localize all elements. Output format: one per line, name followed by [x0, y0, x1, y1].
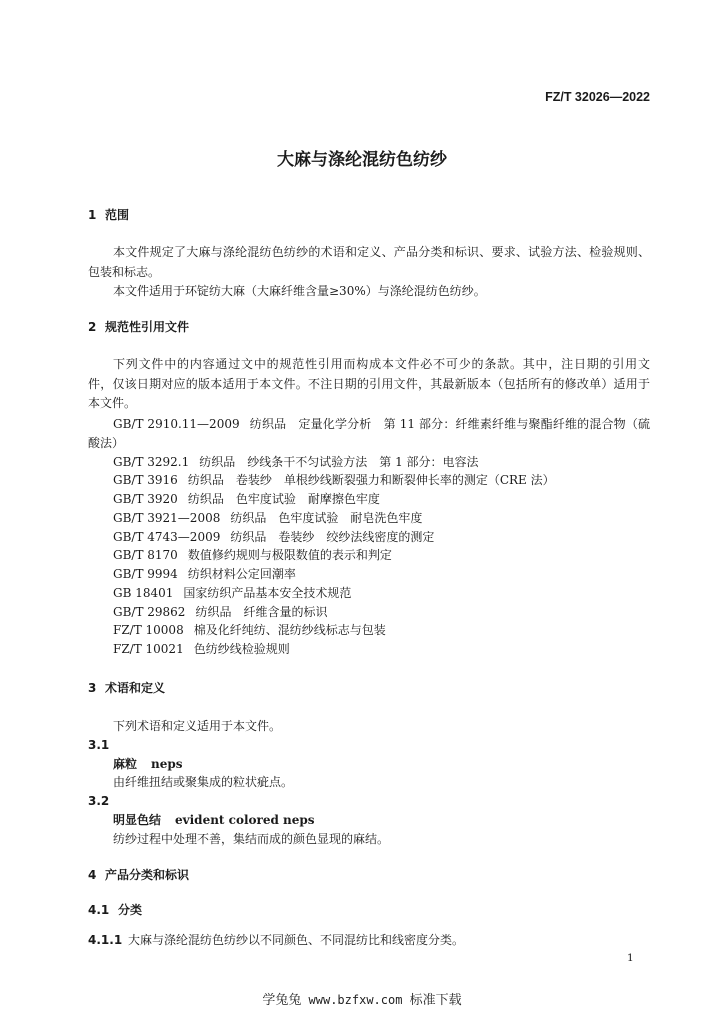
reference-list — [88, 415, 650, 659]
reference-item — [88, 415, 650, 434]
reference-item — [88, 471, 650, 490]
watermark-footer — [0, 991, 724, 1010]
clause-number: 4.1.1 — [88, 933, 123, 947]
section-3-heading — [88, 679, 165, 697]
subsection-title: 分类 — [118, 903, 143, 917]
term-definition: 由纤维扭结或聚集成的粒状疵点。 — [113, 775, 294, 790]
reference-code: GB/T 3916 — [113, 473, 178, 488]
term-chinese: 麻粒 — [113, 756, 138, 771]
reference-code: GB 18401 — [113, 585, 174, 600]
reference-title: 纺织品 定量化学分析 第 11 部分：纤维素纤维与聚酯纤维的混合物（硫 — [249, 417, 651, 431]
reference-code: GB/T 3920 — [113, 492, 178, 506]
reference-code: GB/T 3292.1 — [113, 454, 190, 469]
reference-item — [88, 546, 650, 565]
reference-title: 纺织品 卷装纱 绞纱法线密度的测定 — [230, 529, 435, 544]
reference-title: 纺织品 色牢度试验 耐摩擦色牢度 — [187, 492, 380, 506]
section-3-body — [88, 717, 650, 849]
term-number: 3.1 — [88, 737, 110, 752]
reference-item — [88, 621, 650, 640]
term-entry — [88, 811, 650, 830]
footer-label: 标准下载 — [409, 993, 462, 1008]
section-number: 2 — [88, 320, 97, 334]
section-title: 术语和定义 — [105, 681, 166, 695]
reference-item — [88, 509, 650, 528]
section-intro: 下列术语和定义适用于本文件。 — [113, 719, 282, 733]
section-4-heading — [88, 866, 189, 884]
section-1-heading — [88, 206, 129, 224]
reference-code: GB/T 29862 — [113, 604, 186, 619]
paragraph-line: 本文件适用于环锭纺大麻（大麻纤维含量≥30%）与涤纶混纺色纺纱。 — [113, 284, 486, 298]
reference-title: 数值修约规则与极限数值的表示和判定 — [187, 548, 392, 563]
clause-4-1-1 — [88, 931, 650, 949]
document-title: 大麻与涤纶混纺色纺纱 — [277, 150, 447, 170]
section-2-intro — [88, 355, 650, 414]
subsection-4-1-heading — [88, 901, 142, 919]
reference-code: GB/T 2910.11—2009 — [113, 417, 240, 431]
reference-title: 纺织品 色牢度试验 耐皂洗色牢度 — [230, 510, 423, 525]
term-chinese: 明显色结 — [113, 812, 162, 827]
section-2-heading — [88, 318, 189, 336]
reference-title: 色纺纱线检验规则 — [193, 642, 290, 656]
reference-code: GB/T 9994 — [113, 567, 178, 581]
reference-item — [88, 640, 650, 659]
section-title: 规范性引用文件 — [105, 320, 190, 334]
section-number: 4 — [88, 868, 97, 882]
reference-item — [88, 565, 650, 584]
reference-title-continued: 酸法） — [88, 435, 125, 450]
reference-title: 纺织品 纱线条干不匀试验方法 第 1 部分：电容法 — [199, 454, 479, 469]
section-number: 3 — [88, 681, 97, 695]
reference-title: 国家纺织产品基本安全技术规范 — [183, 585, 352, 600]
reference-title: 纺织品 卷装纱 单根纱线断裂强力和断裂伸长率的测定（CRE 法） — [187, 473, 555, 488]
reference-code: FZ/T 10008 — [113, 623, 184, 638]
footer-url: www.bzfxw.com — [308, 993, 403, 1007]
reference-item — [88, 584, 650, 603]
reference-item — [88, 528, 650, 547]
paragraph-line: 下列文件中的内容通过文中的规范性引用而构成本文件必不可少的条款。其中，注日期的引用文 — [113, 357, 650, 371]
section-title: 范围 — [105, 208, 130, 222]
paragraph-line: 本文件。 — [88, 396, 137, 410]
paragraph-line: 包装和标志。 — [88, 264, 161, 279]
reference-title: 纺织材料公定回潮率 — [187, 567, 296, 581]
reference-code: GB/T 8170 — [113, 548, 178, 563]
section-number: 1 — [88, 208, 97, 222]
footer-site-name: 学兔兔 — [262, 993, 302, 1008]
reference-item — [88, 490, 650, 509]
subsection-number: 4.1 — [88, 903, 110, 917]
reference-code: GB/T 4743—2009 — [113, 529, 221, 544]
clause-text: 大麻与涤纶混纺色纺纱以不同颜色、不同混纺比和线密度分类。 — [128, 933, 465, 947]
reference-title: 棉及化纤纯纺、混纺纱线标志与包装 — [193, 623, 386, 638]
term-entry — [88, 755, 650, 774]
reference-code: GB/T 3921—2008 — [113, 510, 221, 525]
standard-code: FZ/T 32026—2022 — [545, 90, 650, 104]
reference-item — [88, 603, 650, 622]
term-definition: 纺纱过程中处理不善，集结而成的颜色显现的麻结。 — [113, 831, 390, 846]
page-number: 1 — [627, 952, 634, 964]
reference-item — [88, 453, 650, 472]
term-english: evident colored neps — [175, 812, 315, 827]
reference-code: FZ/T 10021 — [113, 642, 184, 656]
term-english: neps — [151, 756, 183, 771]
reference-title: 纺织品 纤维含量的标识 — [195, 604, 328, 619]
clause-line — [88, 931, 650, 949]
paragraph-line: 件，仅该日期对应的版本适用于本文件。不注日期的引用文件，其最新版本（包括所有的修改单）适用于 — [88, 376, 650, 391]
paragraph-line: 本文件规定了大麻与涤纶混纺色纺纱的术语和定义、产品分类和标识、要求、试验方法、检验规则、 — [113, 245, 650, 259]
section-title: 产品分类和标识 — [105, 868, 190, 882]
term-number: 3.2 — [88, 794, 110, 809]
section-1-body — [88, 243, 650, 302]
